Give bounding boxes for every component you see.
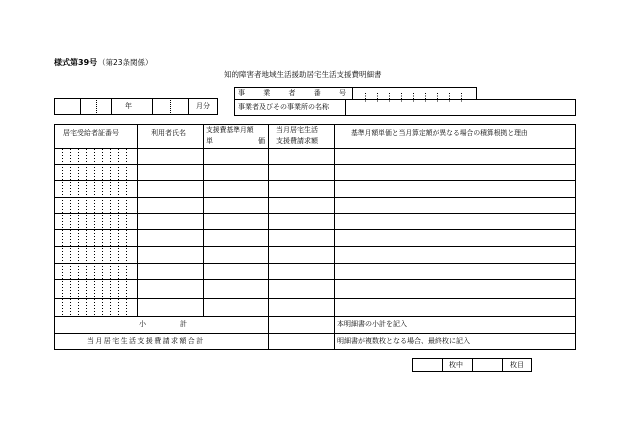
sheet-count-divider <box>502 358 503 372</box>
column-divider <box>137 124 138 316</box>
business-number-char: 事 <box>238 89 245 97</box>
column-divider <box>203 124 204 316</box>
business-name-label: 事業者及びその事業所の名称 <box>238 103 329 111</box>
business-number-char: 者 <box>288 89 296 97</box>
col-header-unit-line1: 支援費基準月額 <box>206 126 254 134</box>
form-title: 知的障害者地域生活援助居宅生活支援費明細書 <box>224 70 382 79</box>
month-field[interactable] <box>153 99 187 114</box>
business-number-char: 号 <box>339 89 346 97</box>
sheet-nth-label: 枚目 <box>510 361 524 369</box>
col-header-basis: 基準月額単価と当月算定額が異なる場合の積算根拠と理由 <box>351 129 528 137</box>
sheet-of-label: 枚中 <box>449 361 463 369</box>
total-sheets-field[interactable] <box>413 359 442 371</box>
col-header-unit-left: 単 <box>206 137 213 145</box>
business-number-field[interactable] <box>353 88 476 99</box>
current-sheet-field[interactable] <box>473 359 502 371</box>
business-number-char: 業 <box>263 89 271 97</box>
col-header-billed-line1: 当月居宅生活 <box>276 126 318 134</box>
col-header-billed-line2: 支援費請求額 <box>276 137 318 145</box>
col-header-unit-right: 価 <box>258 137 265 145</box>
subtotal-label-left: 小 <box>139 320 146 328</box>
business-number-char: 番 <box>313 89 321 97</box>
period-box <box>54 98 218 115</box>
month-label: 月分 <box>196 102 210 110</box>
form-reference: （第23条関係） <box>98 58 153 67</box>
total-label: 当月居宅生活支援費請求額合計 <box>87 337 205 345</box>
total-amount-field[interactable] <box>269 334 334 349</box>
form-number: 様式第39号 <box>54 58 98 67</box>
sheet-count-divider <box>442 358 443 372</box>
period-divider <box>188 98 189 115</box>
total-note: 明細書が複数枚となる場合、最終枚に記入 <box>337 337 470 345</box>
subtotal-note: 本明細書の小計を記入 <box>337 320 407 328</box>
business-number-label <box>238 90 346 97</box>
year-label: 年 <box>125 102 132 110</box>
col-header-user-name: 利用者氏名 <box>151 129 186 137</box>
era-year-field[interactable] <box>81 99 110 114</box>
business-name-field[interactable] <box>346 100 575 115</box>
certificate-digit-separators <box>55 149 137 316</box>
col-header-certificate: 居宅受給者証番号 <box>63 129 119 137</box>
period-divider <box>111 98 112 115</box>
subtotal-amount-field[interactable] <box>269 317 334 332</box>
subtotal-label-right: 計 <box>180 320 187 328</box>
